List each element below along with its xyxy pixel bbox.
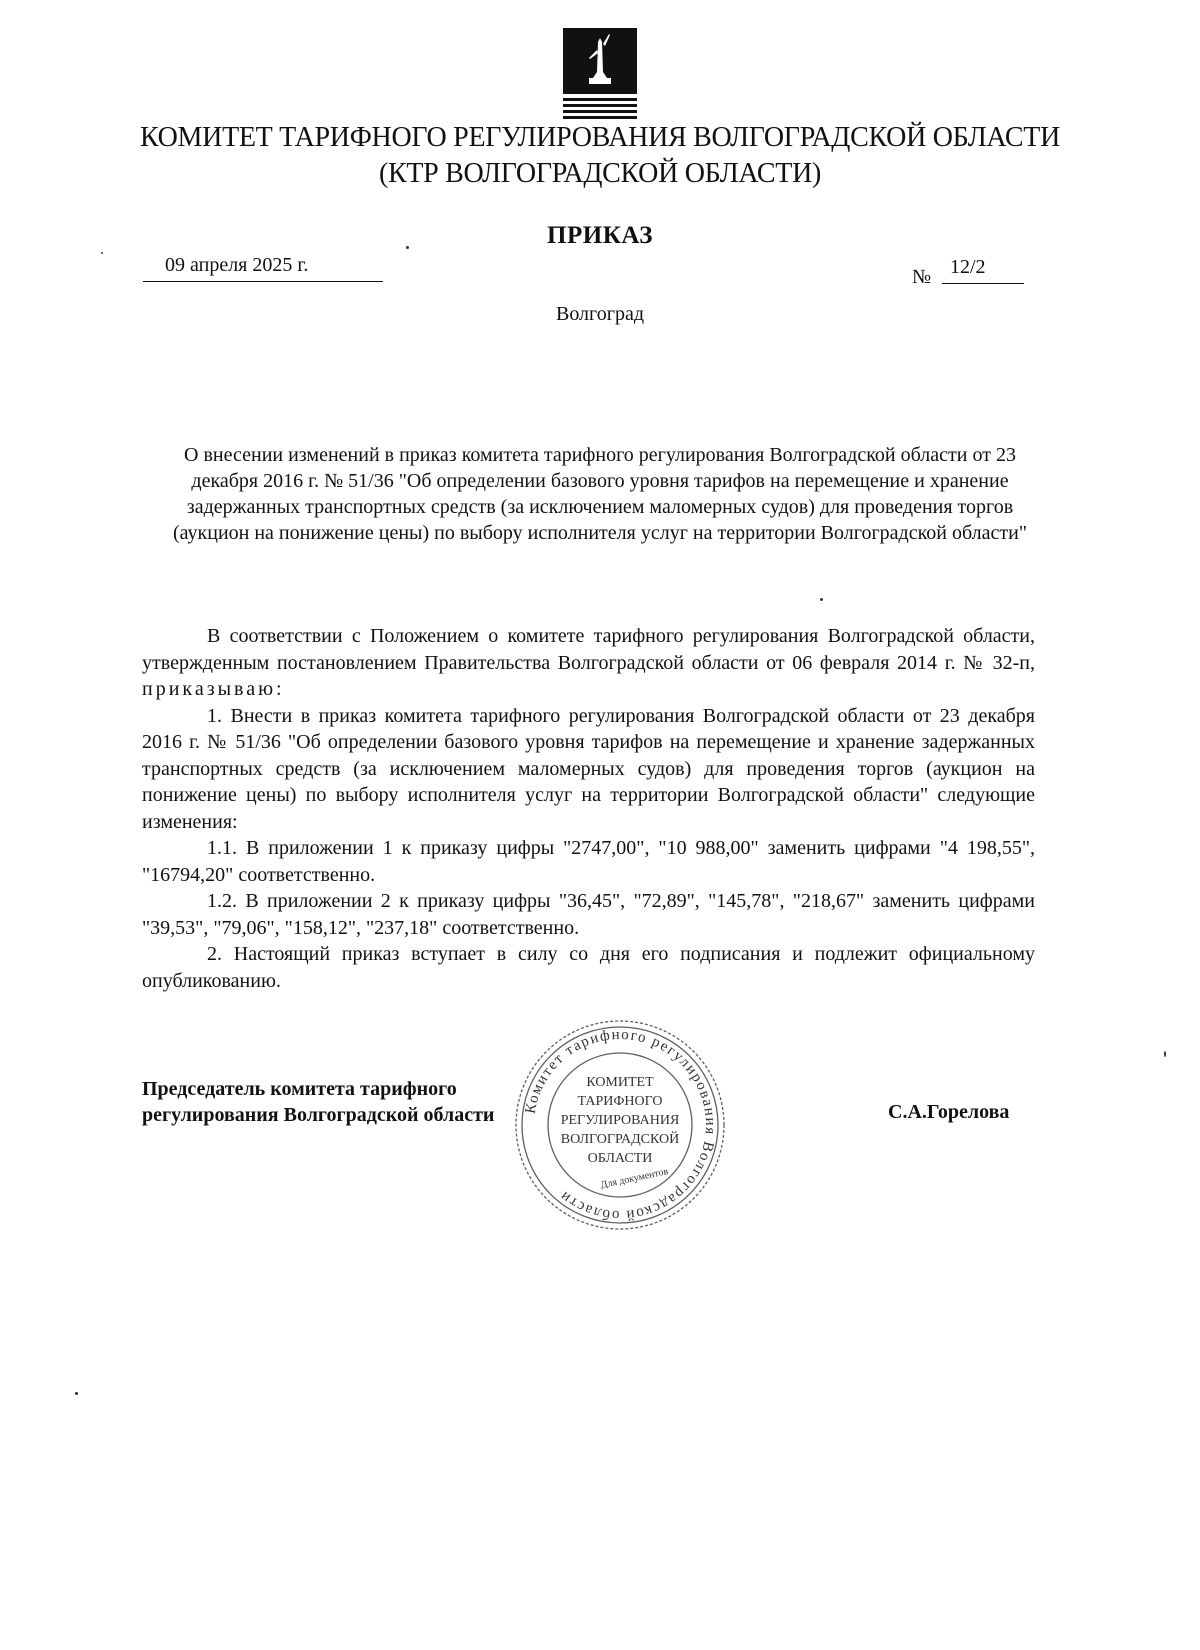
item-2: 2. Настоящий приказ вступает в силу со дня его подписания и подлежит официальному опубликованию. xyxy=(142,943,1035,992)
org-name: КОМИТЕТ ТАРИФНОГО РЕГУЛИРОВАНИЯ ВОЛГОГРАДСКОЙ ОБЛАСТИ xyxy=(139,122,1061,153)
stamp-note: Для документов xyxy=(599,1166,670,1192)
scan-speck xyxy=(406,246,409,249)
scan-speck xyxy=(75,1392,78,1395)
stamp-outer-text: Комитет тарифного регулирования Волгоградской области xyxy=(522,1026,719,1224)
signatory-position-line1: Председатель комитета тарифного xyxy=(142,1078,457,1100)
stamp-line-2: ТАРИФНОГО xyxy=(577,1094,663,1109)
signatory-position-line2: регулирования Волгоградской области xyxy=(142,1104,495,1126)
official-stamp xyxy=(513,1018,727,1232)
stamp-line-1: КОМИТЕТ xyxy=(586,1075,654,1090)
number-label: № xyxy=(912,266,932,288)
order-number: 12/2 xyxy=(942,256,1024,284)
stamp-line-5: ОБЛАСТИ xyxy=(587,1151,653,1166)
preamble-verb: приказываю: xyxy=(142,678,285,700)
scan-speck xyxy=(820,598,823,601)
scan-speck xyxy=(101,252,103,254)
item-1-2: 1.2. В приложении 2 к приказу цифры "36,45", "72,89", "145,78", "218,67" заменить цифрами "39,53", "79,06", "158,12", "237,18" соответственно. xyxy=(142,890,1035,939)
stamp-line-4: ВОЛГОГРАДСКОЙ xyxy=(560,1132,680,1147)
signatory-name: С.А.Горелова xyxy=(888,1101,1010,1123)
item-1: 1. Внести в приказ комитета тарифного регулирования Волгоградской области от 23 декабря 2016 г. № 51/36 "Об определении базового уровня тарифов на перемещение и хранение задержанных транспортных средств (за исключением маломерных судов) для проведения торгов (аукцион на понижение цены) по выбору исполнителя услуг на территории Волгоградской области" следующие изменения: xyxy=(142,704,1035,833)
signatory-position xyxy=(142,1076,494,1128)
order-date: 09 апреля 2025 г. xyxy=(143,254,383,282)
document-type: ПРИКАЗ xyxy=(547,222,653,249)
scan-speck xyxy=(1164,1051,1166,1057)
preamble xyxy=(142,623,1035,703)
order-subject: О внесении изменений в приказ комитета тарифного регулирования Волгоградской области от 23 декабря 2016 г. № 51/36 "Об определении базового уровня тарифов на перемещение и хранение задержанных транспортных средств (за исключением маломерных судов) для проведения торгов (аукцион на понижение цены) по выбору исполнителя услуг на территории Волгоградской области" xyxy=(173,444,1027,544)
city: Волгоград xyxy=(555,303,645,325)
coat-of-arms-icon xyxy=(563,28,637,120)
org-abbreviation: (КТР ВОЛГОГРАДСКОЙ ОБЛАСТИ) xyxy=(378,158,822,189)
stamp-line-3: РЕГУЛИРОВАНИЯ xyxy=(560,1113,680,1128)
item-1-1: 1.1. В приложении 1 к приказу цифры "2747,00", "10 988,00" заменить цифрами "4 198,55", "16794,20" соответственно. xyxy=(142,837,1035,886)
order-body xyxy=(142,623,1035,994)
preamble-text: В соответствии с Положением о комитете тарифного регулирования Волгоградской области, утвержденным постановлением Правительства Волгоградской области от 06 февраля 2014 г. № 32-п, xyxy=(142,625,1035,674)
